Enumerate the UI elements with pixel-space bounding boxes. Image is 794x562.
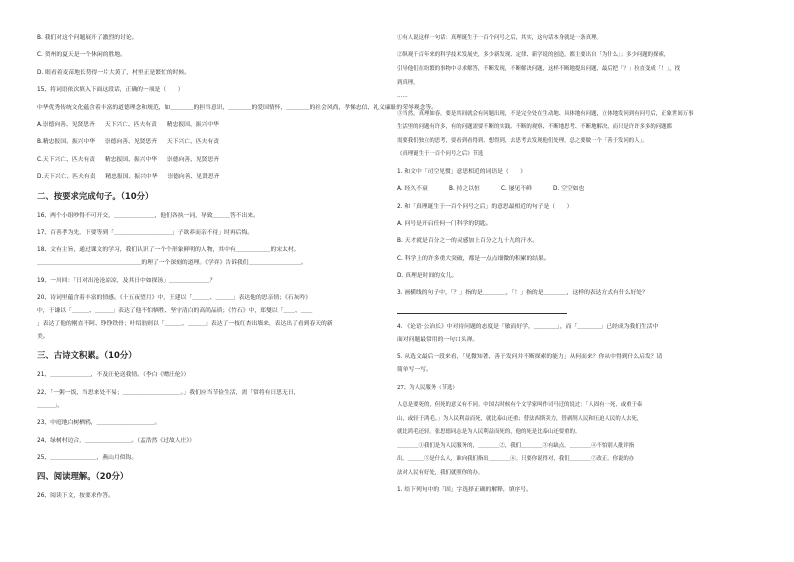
question-20-line2: 中，于谦以「＿＿＿、＿＿＿」表达了他不怕牺牲、坚守清白的高尚品质；《竹石》中，郑燮以「＿＿、＿＿ bbox=[37, 308, 313, 315]
question-24: 24、绿树村边合，＿＿＿＿＿＿＿＿。（孟浩然《过故人庄》） bbox=[37, 437, 196, 444]
question-27-sub-1: 1. 给下列句中的「固」字选择正确的解释，填序号。 bbox=[397, 487, 532, 494]
passage-27-line1: 人总是要死的，但死的意义有不同。中国古时候有个文学家叫作司马迁的说过：「人固有一死，或重于泰 bbox=[397, 402, 643, 409]
section-2-heading: 二、按要求完成句子。（10分） bbox=[37, 190, 154, 201]
question-18: 18、文有主旨，通过课文的学习，我们认识了一个个形象鲜明的人物，其中有＿＿＿＿＿＿的宋太村。 bbox=[37, 247, 300, 254]
question-15-option-c: C. 天下兴亡、匹夫有责 精忠报国、振兴中华 崇德向善、见贤思齐 bbox=[37, 156, 220, 163]
reading-question-2: 2. 和「真理诞生于一百个问号之后」的意思最相近的句子是（ ） bbox=[397, 203, 573, 210]
question-25: 25、＿＿＿＿＿＿＿＿，燕山月似钩。 bbox=[37, 455, 138, 462]
option-line: B. 我们对这个问题展开了激烈的讨论。 bbox=[37, 35, 138, 41]
question-22-line2: ＿＿＿」。 bbox=[37, 402, 64, 409]
question-17: 17、百善孝为先，下要等到「＿＿＿＿＿＿＿＿＿＿」子欲养而亲不待」时再后悔。 bbox=[37, 229, 254, 236]
reading-question-2-option-d: D. 真理是时间的女儿。 bbox=[397, 273, 458, 280]
reading-question-1: 1. 和文中「司空见惯」意思相近的词语是（ ） bbox=[397, 168, 527, 175]
question-18-cont: ＿＿＿＿＿＿＿＿＿＿＿＿＿＿＿＿＿＿的理了一个深刻的道理。《学弈》告诉我们＿＿＿＿＿＿＿＿＿。 bbox=[37, 260, 307, 267]
question-16: 16、两个小组吵得不可开交，＿＿＿＿＿＿＿，他们各执一词，导致＿＿＿答不出来。 bbox=[37, 212, 259, 219]
passage-paragraph-1: ①有人说这样一句话：真理诞生于一百个问号之后，其实，这句话本身就是一条真理。 bbox=[397, 35, 602, 41]
passage-27-line4: ＿＿＿＿①我们是为人民服务的，＿＿＿＿②，我们＿＿＿＿③有缺点，＿＿＿＿④不怕别人批评指 bbox=[397, 442, 635, 449]
question-20-line4: 美。 bbox=[37, 334, 49, 341]
question-15-option-a: A. 崇德向善、见贤思齐 天下兴亡、匹夫有责 精忠报国、振兴中华 bbox=[37, 121, 219, 128]
question-23: 23、中庭地白树栖鸦，＿＿＿＿＿＿＿＿＿＿。 bbox=[37, 420, 161, 427]
reading-question-5-line2: 简单写一写。 bbox=[397, 367, 432, 374]
question-21: 21、＿＿＿＿＿＿＿，不及汪伦送我情。（李白《赠汪伦》） bbox=[37, 372, 190, 379]
passage-paragraph-2-line2: 引导他们在纷繁的事物中寻求解答，不断发现，不断解决问题，这样不断地提出问题，最后把「？」拉直变成「！」，找 bbox=[397, 65, 681, 72]
question-15-option-d: D. 天下兴亡、匹夫有责 精忠报国、振兴中华 崇德向善、见贤思齐 bbox=[37, 174, 220, 181]
right-column bbox=[397, 34, 757, 504]
passage-ellipsis: …… bbox=[397, 93, 408, 100]
section-4-heading: 四、阅读理解。（20分） bbox=[37, 471, 129, 482]
reading-question-1-options: A. 经久不衰 B. 持之以恒 C. 屡见不鲜 D. 空空如也 bbox=[397, 186, 585, 193]
passage-27-line6: 法对人民有好处，我们就照你的办。 bbox=[397, 470, 484, 476]
question-15-stem: 15、将词语依次填入下面这段话，正确的一项是（ ） bbox=[37, 87, 184, 94]
passage-paragraph-3-line2: 生活里的问题有许多，有的问题需要不断的实践、不断的观察、不断地思考、不断地解决，而只是许许多多的问题都 bbox=[397, 124, 672, 131]
question-15-option-b: B. 精忠报国、振兴中华 崇德向善、见贤思齐 天下兴亡、匹夫有责 bbox=[37, 139, 220, 146]
passage-27-line5: 出。＿＿＿⑤是什么人，谁向我们指出＿＿＿＿⑥。只要你说得对，我们＿＿＿＿⑦改正。你说的办 bbox=[397, 456, 635, 463]
question-20-line3: 」表达了他的刚直不阿、铮铮铁骨；叶绍翁则以「＿＿＿、＿＿＿」表达了一枝红杏出墙来，表达出了看到春天的新 bbox=[37, 321, 333, 328]
question-19: 19、一川回：「日对出沧沧凉凉，及其日中如探汤」＿＿＿＿＿＿＿？ bbox=[37, 277, 216, 284]
question-15-text: 中华优秀传统文化蕴含着丰富的道德理念和规范，如＿＿＿＿的担当意识，＿＿＿＿的爱国情怀，＿＿＿＿的社会风尚，孝悌忠信、礼义廉耻的荣辱观念等。 bbox=[37, 104, 437, 111]
passage-paragraph-3-line3: 需要我们独立的思考，要看到看得到、想得到，去思考去发现他们处理，总之要做一个「善于发问的人」。 bbox=[397, 137, 648, 144]
reading-question-2-option-b: B. 天才就是百分之一的灵感加上百分之九十九的汗水。 bbox=[397, 238, 538, 245]
option-line: D. 眼看着麦苗地长势得一片大黄了，村里正是繁忙的时候。 bbox=[37, 69, 191, 76]
reading-question-4-line1: 4. 《论语·公冶长》中对待问题的态度是「敏而好学，＿＿＿＿」，而「＿＿＿＿」已经成为我们生活中 bbox=[397, 323, 659, 330]
question-20-line1: 20、诗词里蕴含着丰富的情感。《十五夜望月》中，王建以「＿＿＿、＿＿＿」表达他的思亲情；《石灰吟》 bbox=[37, 295, 312, 302]
option-line: C. 贺州的夏天是一个休闲的胜地。 bbox=[37, 52, 126, 59]
section-3-heading: 三、古诗文积累。（10分） bbox=[37, 350, 137, 361]
reading-question-5-line1: 5. 从选文最后一段来看，「见微知著、善于发问并不断探索的能力」从何而来？你从中得到什么启发？请 bbox=[397, 354, 663, 361]
passage-paragraph-3-line1: ③当然，真理如春，要是其间就会有问题出现，不是完全处在生动地、具体地有问题，立体地发问到有问号后，正象世间万事 bbox=[397, 110, 694, 117]
reading-question-2-option-a: A. 问号是开启任何一门科学的钥匙。 bbox=[397, 220, 492, 227]
passage-paragraph-2-line1: ②纵观千百年来的科学技术发展史，多少新发现、定律、新学说的创造，都主要出自「为什么」；多少问题的探索， bbox=[397, 52, 670, 59]
question-22-line1: 22、「一粥一饭，当思来处不易；＿＿＿＿＿＿＿＿＿＿。」我们应当节俭生活，需「常将有日思无日， bbox=[37, 389, 300, 396]
reading-question-2-option-c: C. 科学上的许多重大突破，都是一点点细微的积累的结果。 bbox=[397, 255, 550, 262]
passage-paragraph-2-line3: 到真理。 bbox=[397, 79, 419, 86]
question-26: 26、阅读下文，按要求作答。 bbox=[37, 493, 114, 500]
reading-question-3: 3. 画横线的句子中，「？」指的是＿＿＿＿，「！」指的是＿＿＿＿，这样的表达方式有什么好处？ bbox=[397, 290, 648, 297]
question-27-title: 27、为人民服务（节选） bbox=[397, 384, 458, 391]
passage-27-line2: 山，或轻于鸿毛。」为人民利益而死，就比泰山还重；替法西斯卖力，替剥削人民和压迫人民的人去死， bbox=[397, 415, 643, 422]
reading-question-4-line2: 面对问题最常用的一句口头禅。 bbox=[397, 336, 479, 343]
passage-27-line3: 就比鸿毛还轻。张思德同志是为人民利益而死的，他的死是比泰山还要重的。 bbox=[397, 429, 581, 436]
answer-line[interactable] bbox=[397, 307, 567, 314]
passage-source: 《真理诞生于一百个问号之后》节选 bbox=[397, 151, 484, 158]
